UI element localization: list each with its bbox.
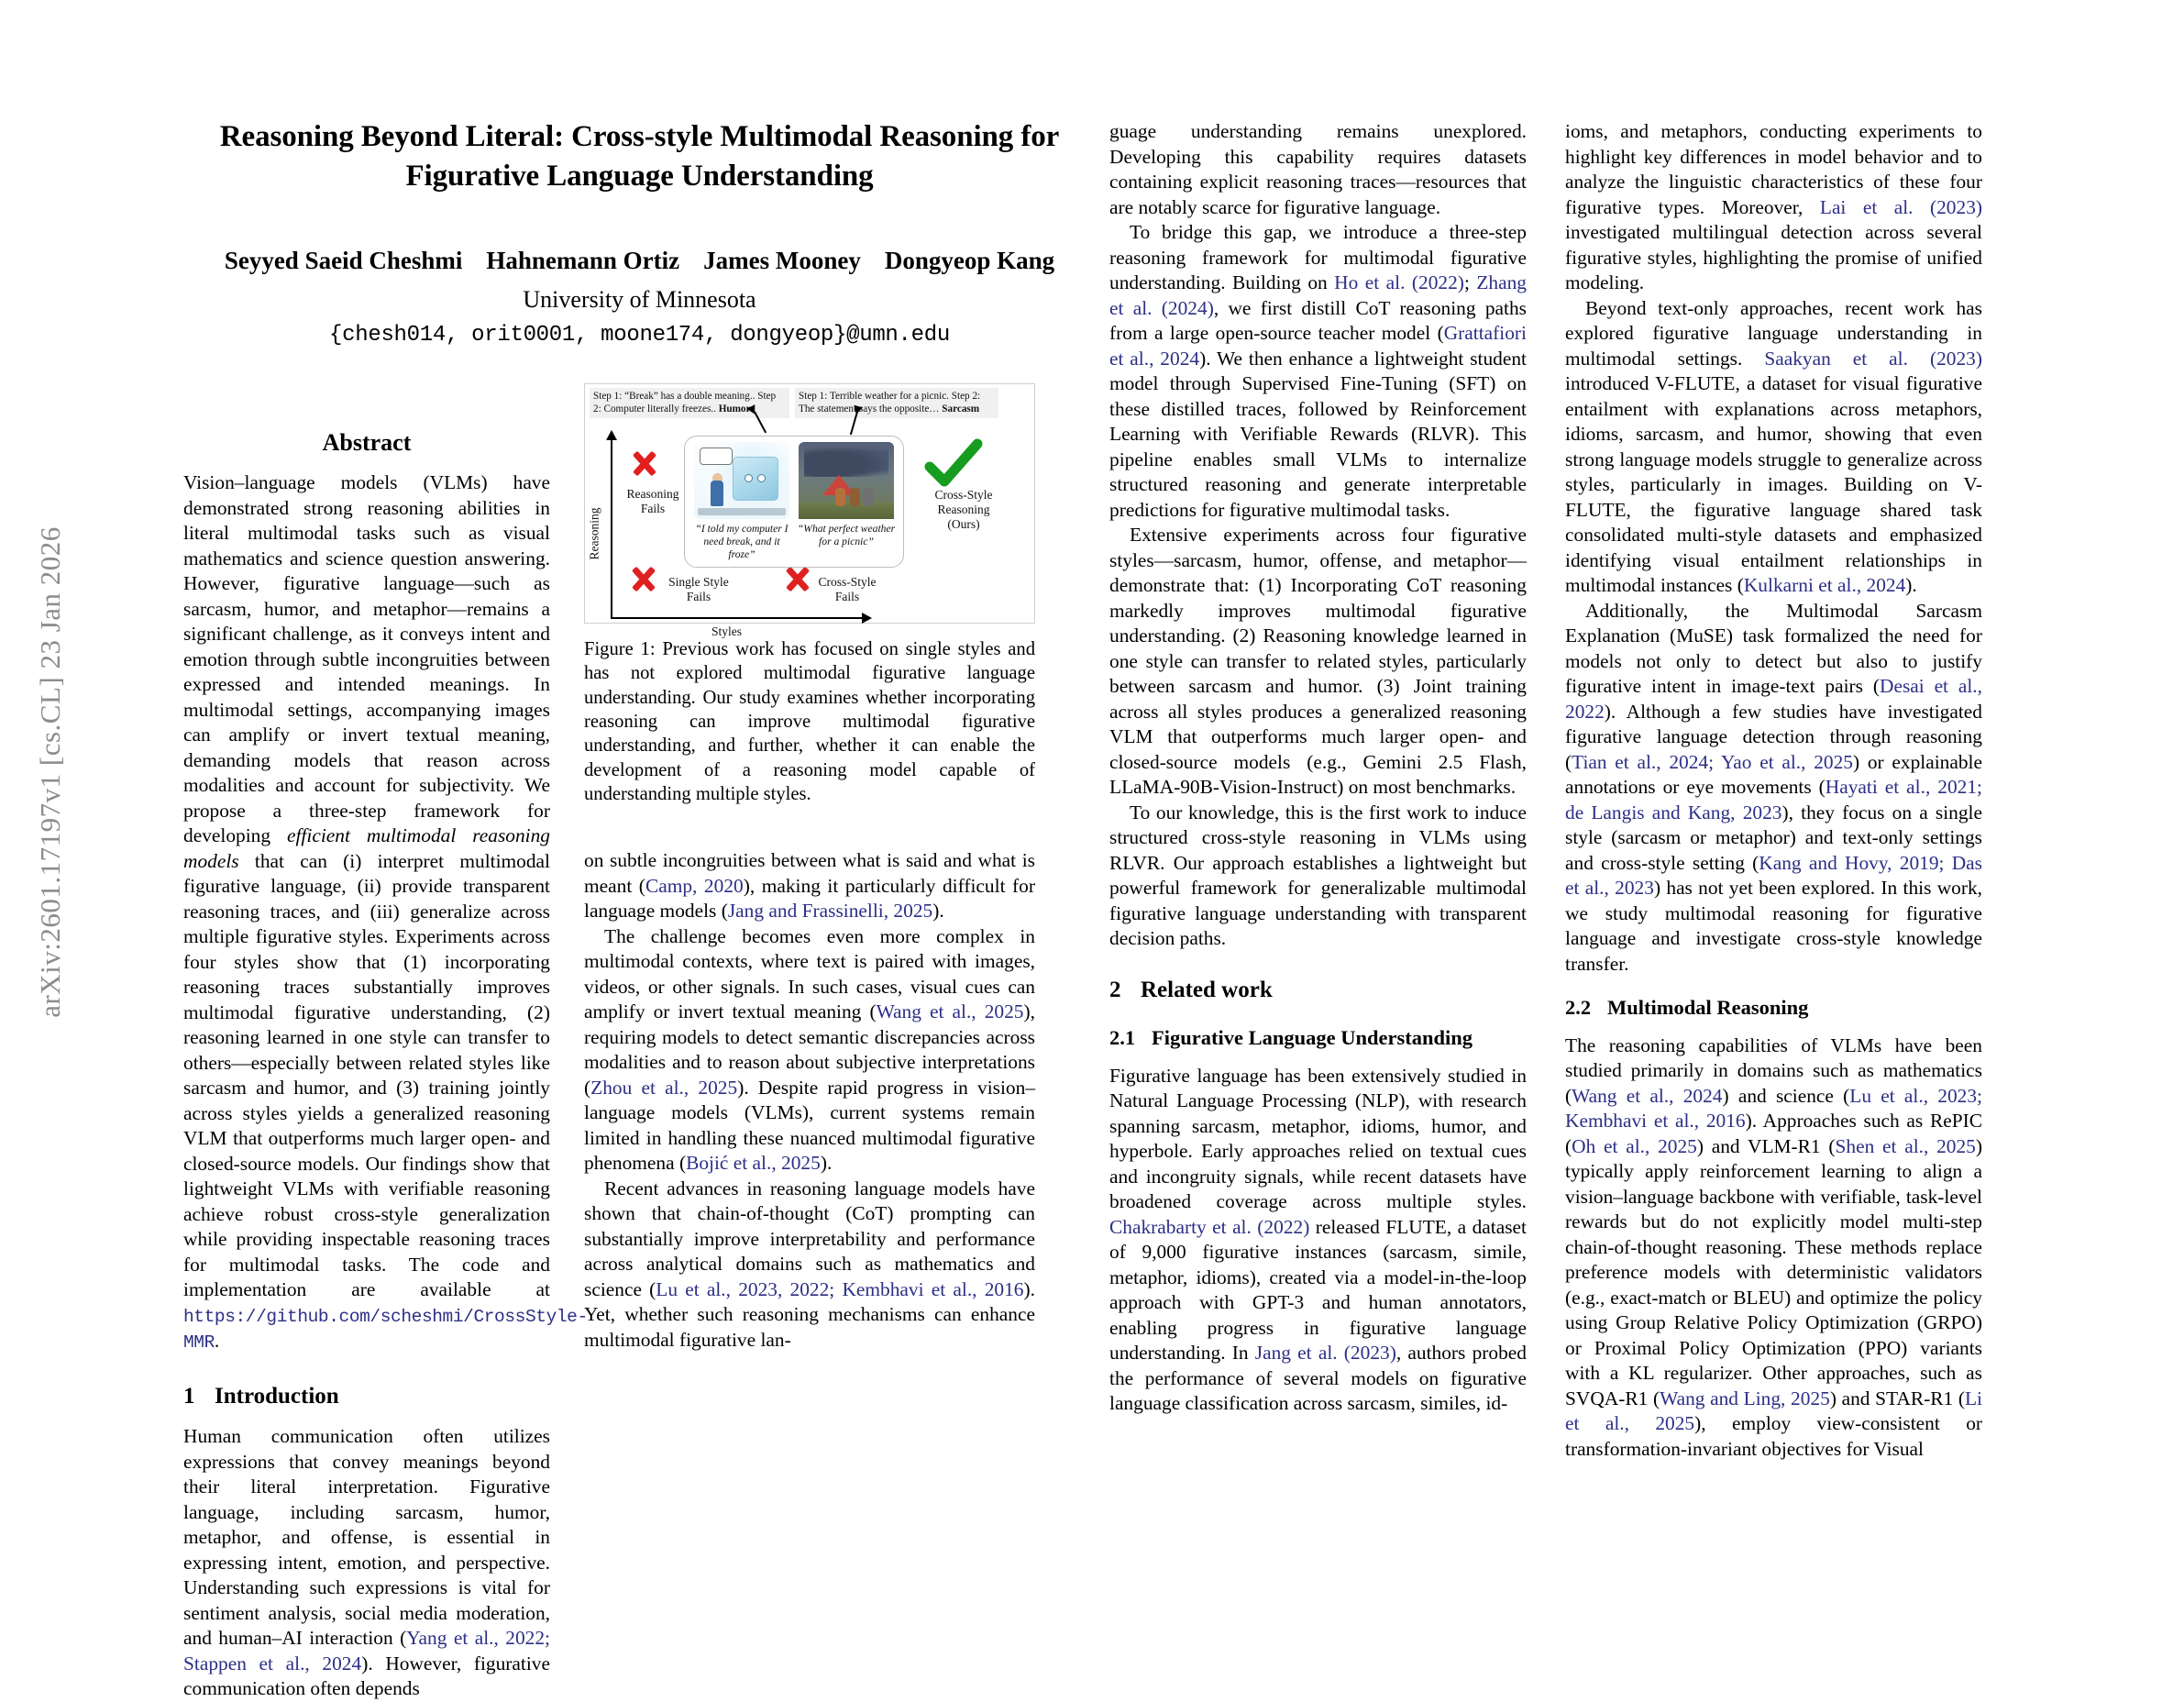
citation[interactable]: Saakyan et al. (2023) bbox=[1764, 347, 1982, 370]
callout-text: Step 1: “Break” has a double meaning.. Step 2: Computer literally freezes.. bbox=[593, 391, 777, 414]
citation[interactable]: Wang and Ling, 2025 bbox=[1660, 1387, 1830, 1409]
citation[interactable]: Wang et al., 2025 bbox=[876, 1000, 1024, 1022]
column-three bbox=[1109, 0, 1527, 1417]
citation[interactable]: Chakrabarty et al. (2022) bbox=[1109, 1215, 1310, 1238]
paper-page bbox=[101, 0, 2184, 1700]
citation[interactable]: Kang and Hovy, 2019; Das et al., 2023 bbox=[1565, 851, 1983, 899]
callout-text: Step 1: Terrible weather for a picnic. Step 2: The statement says the opposite… bbox=[799, 391, 981, 414]
citation[interactable]: Lai et al. (2023) bbox=[1819, 195, 1983, 218]
citation[interactable]: Desai et al., 2022 bbox=[1565, 675, 1982, 723]
citation[interactable]: Grattafiori et al., 2024 bbox=[1109, 322, 1527, 370]
abstract-text-1: Vision–language models (VLMs) have demonstrated strong reasoning abilities in literal multimodal tasks such as visual mathematics and science question answering. However, figurative language—such as sarcasm, humor, and metaphor—remains a significant challenge, as it conveys intent and emotion through subtle incongruities between expressed and intended meanings. In multimodal settings, accompanying images can amplify or invert textual meaning, demanding models that reason across modalities and account for subjectivity. We propose a three-step framework for developing bbox=[183, 471, 550, 847]
callout-label-humor: Humor bbox=[718, 403, 751, 414]
paragraph-text: , we first distill CoT reasoning paths from a large open-source teacher model ( bbox=[1109, 296, 1527, 344]
paragraph-text: ), requiring models to detect semantic discrepancies across modalities and to reason about subjective interpretations ( bbox=[584, 1000, 1035, 1099]
paragraph-text: Additionally, the Multimodal Sarcasm Explanation (MuSE) task formalized the need for models not only to detect but also to justify figurative intent in image-text pairs ( bbox=[1565, 599, 1982, 697]
figure-quote-sarcasm: “What perfect weather for a picnic” bbox=[797, 523, 896, 548]
subsection-heading-figurative-language-understanding bbox=[1109, 1025, 1527, 1052]
abstract-body bbox=[183, 470, 588, 1354]
related-work-text-col4 bbox=[1565, 119, 1982, 977]
section-title: Related work bbox=[1141, 977, 1273, 1002]
paragraph-text: Figurative language has been extensively studied in Natural Language Processing (NLP), with research spanning sarcasm, metaphor, idioms, humor, and hyperbole. Early approaches relied on textual cues and incongruity signals, while recent datasets have broadened coverage across multiple styles. bbox=[1109, 1064, 1527, 1213]
figure-label-cross-style-fails: Cross-Style Fails bbox=[818, 575, 877, 604]
section-number: 2 bbox=[1109, 977, 1121, 1002]
paragraph-text: introduced V-FLUTE, a dataset for visual figurative entailment with explanations across metaphors, idioms, sarcasm, and humor, showing that even strong language models struggle to generalize across styles, particularly in images. Building on V-FLUTE, the figurative language shared task consolidated multi-style datasets and emphasized identifying visual entailment relationships in multimodal instances ( bbox=[1565, 372, 1982, 596]
paragraph: To our knowledge, this is the first work to induce structured cross-style reasoning in VLMs using RLVR. Our approach establishes a lightweight but powerful framework for generalizable multimodal figurative language understanding with transparent decision paths. bbox=[1109, 801, 1527, 949]
section-number: 1 bbox=[183, 1384, 195, 1409]
subsection-heading-multimodal-reasoning bbox=[1565, 995, 1982, 1022]
paragraph-text: Beyond text-only approaches, recent work has explored figurative language understanding in multimodal settings. bbox=[1565, 296, 1982, 370]
paragraph-text: To bridge this gap, we introduce a three-step reasoning framework for multimodal figurative understanding. Building on bbox=[1109, 221, 1527, 293]
paragraph-text: , authors probed the performance of several models on figurative language classification across sarcasm, similes, id- bbox=[1109, 1342, 1527, 1415]
author-name: Dongyeop Kang bbox=[884, 246, 1055, 274]
paragraph-text: investigated multilingual detection across several figurative styles, highlighting the promise of unified modeling. bbox=[1565, 221, 1982, 293]
introduction-text-col1 bbox=[183, 1424, 550, 1702]
paragraph-text: ). We then enhance a lightweight student model through Supervised Fine-Tuning (SFT) on these distilled traces, followed by Reinforcement Learning with Verifiable Rewards (RLVR). This pipeline enables small VLMs to internalize structured reasoning and generate interpretable predictions for figurative multimodal tasks. bbox=[1109, 347, 1527, 521]
figure-label-single-style-fails: Single Style Fails bbox=[668, 575, 729, 604]
paragraph-text: ). Although a few studies have investigated figurative language detection through reasoning ( bbox=[1565, 700, 1982, 773]
paragraph-text: ). bbox=[932, 900, 944, 922]
paragraph-text: ) and VLM-R1 ( bbox=[1696, 1134, 1836, 1157]
paragraph: guage understanding remains unexplored. Developing this capability requires datasets containing explicit reasoning traces—resources that are notably scarce for figurative language. bbox=[1109, 120, 1527, 218]
citation[interactable]: Wang et al., 2024 bbox=[1572, 1084, 1723, 1107]
multimodal-reasoning-text bbox=[1565, 1033, 1982, 1463]
paragraph-text: ) has not yet been explored. In this work, we study multimodal reasoning for figurative language and investigate cross-style knowledge transfer. bbox=[1565, 877, 1983, 975]
paragraph bbox=[1565, 1033, 1982, 1463]
citation[interactable]: Yang et al., 2022; Stappen et al., 2024 bbox=[183, 1627, 550, 1674]
paragraph-text: ), employ view-consistent or transformation-invariant objectives for Visual bbox=[1565, 1412, 1983, 1460]
author-name: Seyyed Saeid Cheshmi bbox=[224, 246, 463, 274]
citation[interactable]: Zhang et al. (2024) bbox=[1109, 271, 1527, 319]
paragraph-text: ). Despite rapid progress in vision–language models (VLMs), current systems remain limited in handling these nuanced multimodal figurative phenomena ( bbox=[584, 1076, 1036, 1174]
paragraph-text: ; bbox=[1463, 271, 1477, 293]
related-work-text-col3 bbox=[1109, 1064, 1527, 1417]
paragraph bbox=[584, 924, 1035, 1177]
page-title: Reasoning Beyond Literal: Cross-style Multimodal Reasoning for Figurative Language Understanding bbox=[219, 120, 1060, 193]
abstract-text-3: . bbox=[214, 1329, 220, 1352]
subsection-title: Multimodal Reasoning bbox=[1607, 996, 1809, 1019]
column-two bbox=[584, 0, 1035, 1353]
paragraph-text: ). bbox=[820, 1152, 833, 1174]
arxiv-stamp-text: arXiv:2601.17197v1 [cs.CL] 23 Jan 2026 bbox=[34, 526, 66, 1018]
paragraph-text: ioms, and metaphors, conducting experiments to highlight key differences in model behavior and to analyze the linguistic characteristics of these four figurative types. Moreover, bbox=[1565, 120, 1982, 218]
citation[interactable]: Li et al., 2025 bbox=[1565, 1387, 1982, 1435]
subsection-number: 2.2 bbox=[1565, 996, 1592, 1019]
paragraph-text: ) and science ( bbox=[1722, 1084, 1850, 1107]
section-heading-introduction bbox=[183, 1382, 550, 1411]
abstract-heading: Abstract bbox=[322, 429, 412, 456]
figure-label-reasoning-fails: Reasoning Fails bbox=[626, 487, 679, 516]
author-name: Hahnemann Ortiz bbox=[486, 246, 680, 274]
citation[interactable]: Lu et al., 2023, 2022; Kembhavi et al., 2016 bbox=[656, 1277, 1024, 1300]
paragraph-text: ) typically apply reinforcement learning to align a vision–language backbone with verifiable, task-level rewards but do not explicitly model multi-step chain-of-thought reasoning. These methods replace preference models with deterministic validators (e.g., exact-match or BLEU) and optimize the policy using Group Relative Policy Optimization (GRPO) or Proximal Policy Optimization (PPO) variants with a KL regularizer. Other approaches, such as SVQA-R1 ( bbox=[1565, 1134, 1982, 1409]
citation[interactable]: Lu et al., 2023; Kembhavi et al., 2016 bbox=[1565, 1084, 1982, 1133]
paragraph-text: ) and STAR-R1 ( bbox=[1829, 1387, 1965, 1409]
paragraph-text: on subtle incongruities between what is said and what is meant ( bbox=[584, 849, 1035, 897]
paragraph-text: ), they focus on a single style (sarcasm or metaphor) and text-only settings and cross-style setting ( bbox=[1565, 801, 1982, 874]
paragraph-text: ) or explainable annotations or eye movements ( bbox=[1565, 750, 1982, 798]
paragraph bbox=[183, 1424, 550, 1702]
section-heading-related-work bbox=[1109, 976, 1527, 1005]
paragraph bbox=[1565, 119, 1982, 296]
citation[interactable]: Hayati et al., 2021; de Langis and Kang, 2023 bbox=[1565, 776, 1982, 823]
code-repository-link[interactable]: https://github.com/scheshmi/CrossStyle-MMR bbox=[183, 1306, 588, 1353]
paragraph: Extensive experiments across four figurative styles—sarcasm, humor, offense, and metaphor—demonstrate that: (1) Incorporating CoT reasoning markedly improves multimodal figurative understanding. (2) Reasoning knowledge learned in one style can transfer to related styles, particularly between sarcasm and humor. (3) Joint training across all styles produces a generalized reasoning VLM that outperforms much larger open- and closed-source models (e.g., Gemini 2.5 Flash, LLaMA-90B-Vision-Instruct) on most benchmarks. bbox=[1109, 524, 1527, 798]
x-axis-label: Styles bbox=[711, 624, 743, 638]
subsection-number: 2.1 bbox=[1109, 1025, 1136, 1049]
affiliation: University of Minnesota bbox=[523, 285, 756, 313]
citation[interactable]: Oh et al., 2025 bbox=[1572, 1134, 1697, 1157]
citation[interactable]: Ho et al. (2022) bbox=[1334, 271, 1464, 293]
citation[interactable]: Bojić et al., 2025 bbox=[686, 1152, 821, 1174]
introduction-text-col2 bbox=[584, 848, 1035, 1353]
citation[interactable]: Jang et al. (2023) bbox=[1254, 1342, 1396, 1365]
author-emails: {chesh014, orit0001, moone174, dongyeop}@umn.edu bbox=[329, 322, 950, 348]
paragraph-text: released FLUTE, a dataset of 9,000 figurative instances (sarcasm, simile, metaphor, idioms), created via a model-in-the-loop approach with GPT-3 and human annotators, enabling progress in figurative language understanding. In bbox=[1109, 1215, 1527, 1365]
paragraph-text: ). Approaches such as RePIC ( bbox=[1565, 1110, 1982, 1157]
citation[interactable]: Zhou et al., 2025 bbox=[590, 1076, 738, 1099]
figure-1-caption: Figure 1: Previous work has focused on single styles and has not explored multimodal figurative language understanding. Our study examines whether incorporating reasoning can improve multimodal figurative understanding, and further, whether it can enable the development of a reasoning model capable of understanding multiple styles. bbox=[584, 639, 1035, 805]
paragraph-text: ). bbox=[1905, 574, 1917, 596]
section-title: Introduction bbox=[215, 1384, 339, 1409]
citation[interactable]: Tian et al., 2024; Yao et al., 2025 bbox=[1572, 750, 1854, 773]
column-four bbox=[1565, 0, 1982, 1462]
paragraph bbox=[1109, 220, 1527, 523]
paragraph-text: Human communication often utilizes expressions that convey meanings beyond their literal interpretation. Figurative language, including sarcasm, humor, metaphor, and offense, is essential in expressing intent, emotion, and perspective. Understanding such expressions is vital for sentiment analysis, social media moderation, and human–AI interaction ( bbox=[183, 1425, 550, 1650]
paragraph-text: The reasoning capabilities of VLMs have been studied primarily in domains such as mathematics ( bbox=[1565, 1033, 1982, 1107]
paragraph bbox=[584, 1177, 1035, 1354]
subsection-title: Figurative Language Understanding bbox=[1152, 1025, 1473, 1049]
paragraph-text: ). However, figurative communication often depends bbox=[183, 1652, 550, 1700]
callout-label-sarcasm: Sarcasm bbox=[942, 403, 980, 414]
introduction-text-col3 bbox=[1109, 119, 1527, 952]
figure-quote-humor: “I told my computer I need break, and it froze” bbox=[695, 523, 789, 561]
citation[interactable]: Kulkarni et al., 2024 bbox=[1743, 574, 1906, 596]
figure-label-ours: Cross-Style Reasoning (Ours) bbox=[934, 488, 993, 532]
paragraph bbox=[584, 848, 1035, 924]
paragraph-text: ). Yet, whether such reasoning mechanisms can enhance multimodal figurative lan- bbox=[584, 1277, 1035, 1351]
citation[interactable]: Shen et al., 2025 bbox=[1835, 1134, 1976, 1157]
paragraph bbox=[1565, 599, 1982, 978]
paragraph-text: ), making it particularly difficult for language models ( bbox=[584, 874, 1035, 922]
author-name: James Mooney bbox=[703, 246, 861, 274]
paragraph bbox=[1109, 1064, 1527, 1417]
citation[interactable]: Camp, 2020 bbox=[645, 874, 744, 897]
y-axis-label: Reasoning bbox=[587, 507, 601, 560]
arxiv-stamp bbox=[0, 0, 101, 1544]
abstract-emphasis: efficient multimodal reasoning models bbox=[183, 824, 550, 872]
citation[interactable]: Jang and Frassinelli, 2025 bbox=[727, 900, 933, 922]
paragraph bbox=[1565, 296, 1982, 599]
paragraph-text: Recent advances in reasoning language models have shown that chain-of-thought (CoT) prompting can substantially improve interpretability and performance across analytical domains such as mathematics and science ( bbox=[584, 1177, 1035, 1300]
paragraph-text: The challenge becomes even more complex in multimodal contexts, where text is paired with images, videos, or other signals. In such cases, visual cues can amplify or invert textual meaning ( bbox=[584, 924, 1035, 1022]
abstract-text-2: that can (i) interpret multimodal figurative language, (ii) provide transparent reasoning traces, and (iii) generalize across multiple figurative styles. Experiments across four styles show that (1) incorporating reasoning traces substantially improves multimodal figurative understanding, (2) reasoning learned in one style can transfer to others—especially between related styles like sarcasm and humor, and (3) training jointly across styles yields a generalized reasoning VLM that outperforms much larger open- and closed-source models. Our findings show that lightweight VLMs with verifiable reasoning achieve robust cross-style generalization while providing inspectable reasoning traces for multimodal tasks. The code and implementation are available at bbox=[183, 849, 550, 1301]
